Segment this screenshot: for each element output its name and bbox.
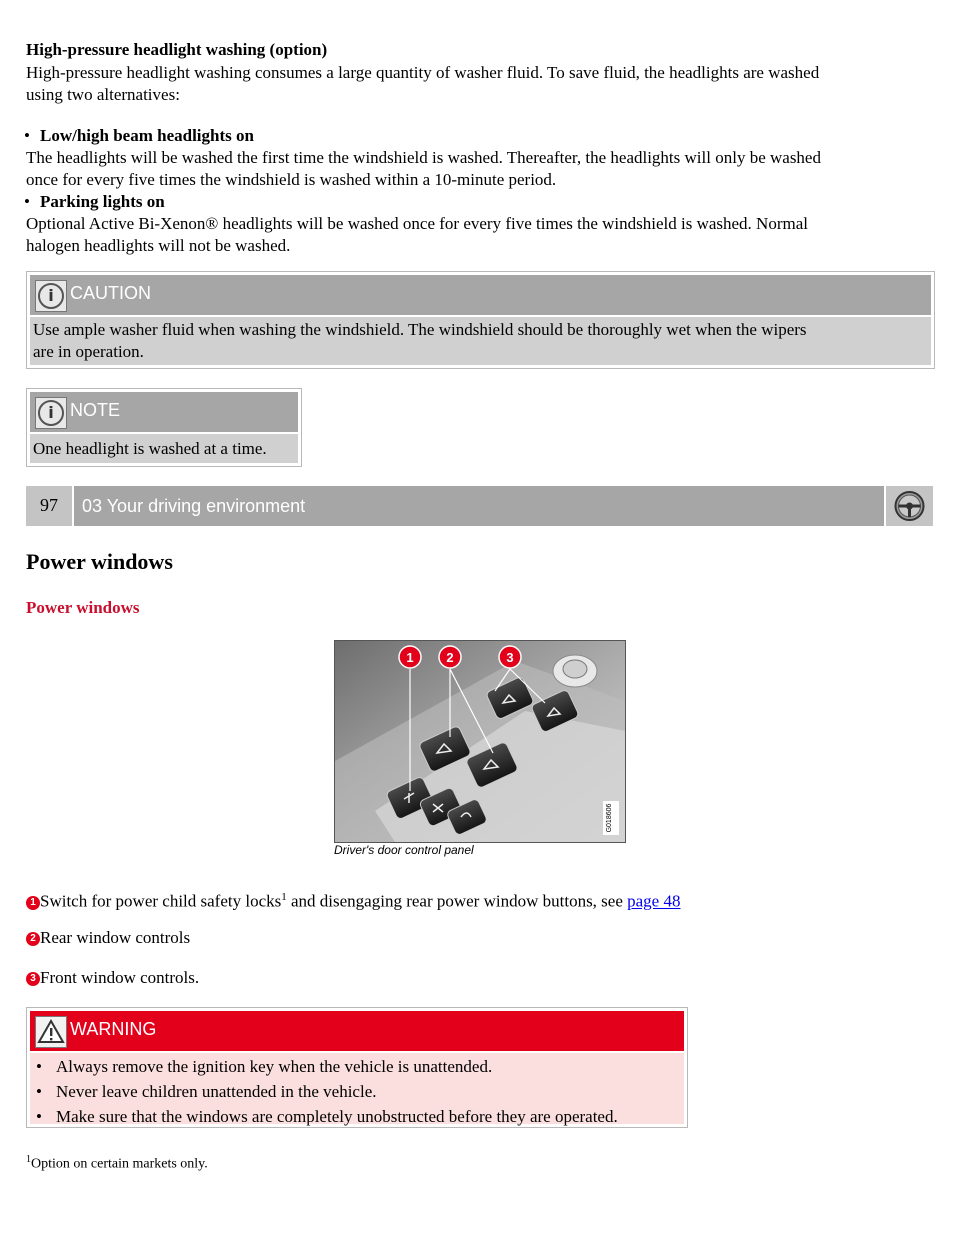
item-3-text: Front window controls. xyxy=(40,968,200,987)
bullet-label-parking-lights: Parking lights on xyxy=(40,192,165,211)
note-title: NOTE xyxy=(70,400,121,420)
caution-text-line2: are in operation. xyxy=(33,342,144,361)
chapter-title-bar xyxy=(74,486,884,526)
intro-text-line1: High-pressure headlight washing consumes a large quantity of washer fluid. To save fluid, the headlights are washed xyxy=(26,63,820,82)
warning-box xyxy=(26,1007,688,1128)
item-1-text-after: and disengaging rear power window buttons, see xyxy=(286,891,628,911)
bullet1-text-line2: once for every five times the windshield is washed within a 10-minute period. xyxy=(26,170,557,189)
callout-1: 1 xyxy=(406,650,414,665)
list-item xyxy=(26,967,199,989)
warning-icon-frame xyxy=(35,1016,67,1048)
warning-header xyxy=(30,1011,684,1051)
footnote-ref: 1 xyxy=(281,891,287,903)
intro-text-line2: using two alternatives: xyxy=(26,85,180,104)
warning-item: • Make sure that the windows are completely unobstructed before they are operated. xyxy=(30,1106,684,1128)
chapter-header xyxy=(26,486,933,526)
marker-1-badge: 1 xyxy=(26,896,40,910)
warning-list xyxy=(30,1056,684,1128)
figure-code: G018606 xyxy=(606,803,613,833)
caution-text-line1: Use ample washer fluid when washing the windshield. The windshield should be thoroughly wet when the wipers xyxy=(33,320,807,339)
door-control-panel-illustration xyxy=(335,641,625,842)
note-body xyxy=(30,434,298,463)
warning-title: WARNING xyxy=(70,1019,157,1039)
callout-2: 2 xyxy=(446,650,454,665)
chapter-title: 03 Your driving environment xyxy=(82,496,306,516)
note-header xyxy=(30,392,298,432)
page-48-link[interactable]: page 48 xyxy=(627,891,681,911)
chapter-logo xyxy=(886,486,933,526)
info-icon: i xyxy=(35,280,67,312)
warning-item: • Never leave children unattended in the vehicle. xyxy=(30,1081,684,1103)
section-heading: Power windows xyxy=(26,549,173,574)
section-subheading: Power windows xyxy=(26,598,140,617)
caution-box xyxy=(26,271,935,369)
bullet-marker: • xyxy=(24,192,30,211)
bullet1-text-line1: The headlights will be washed the first time the windshield is washed. Thereafter, the headlights will only be washed xyxy=(26,148,821,167)
marker-3-badge: 3 xyxy=(26,972,40,986)
note-box xyxy=(26,388,302,467)
list-item xyxy=(26,927,190,949)
marker-2-badge: 2 xyxy=(26,932,40,946)
bullet2-text-line1: Optional Active Bi-Xenon® headlights will be washed once for every five times the windshield is washed. Normal xyxy=(26,214,808,233)
warning-item: • Always remove the ignition key when the vehicle is unattended. xyxy=(30,1056,684,1078)
bullet2-text-line2: halogen headlights will not be washed. xyxy=(26,236,291,255)
caution-header xyxy=(30,275,931,315)
footnote-text: Option on certain markets only. xyxy=(31,1156,208,1172)
item-2-text: Rear window controls xyxy=(40,928,191,947)
steering-wheel-icon xyxy=(886,486,933,526)
figure-caption: Driver's door control panel xyxy=(334,843,474,857)
door-control-panel-figure xyxy=(334,640,626,843)
page-number: 97 xyxy=(26,486,72,526)
item-1-text: Switch for power child safety locks xyxy=(40,891,282,911)
bullet-label-low-high-beam: Low/high beam headlights on xyxy=(40,126,254,145)
callout-3: 3 xyxy=(506,650,514,665)
footnote-mark: 1 xyxy=(26,1154,31,1165)
caution-title: CAUTION xyxy=(70,283,151,303)
list-item xyxy=(26,886,680,913)
note-text: One headlight is washed at a time. xyxy=(33,439,267,458)
section-title: High-pressure headlight washing (option) xyxy=(26,40,328,59)
warning-body xyxy=(30,1053,684,1124)
warning-triangle-icon xyxy=(36,1017,66,1047)
caution-body xyxy=(30,317,931,365)
bullet-marker: • xyxy=(24,126,30,145)
footnote xyxy=(26,1151,208,1174)
info-icon: i xyxy=(35,397,67,429)
